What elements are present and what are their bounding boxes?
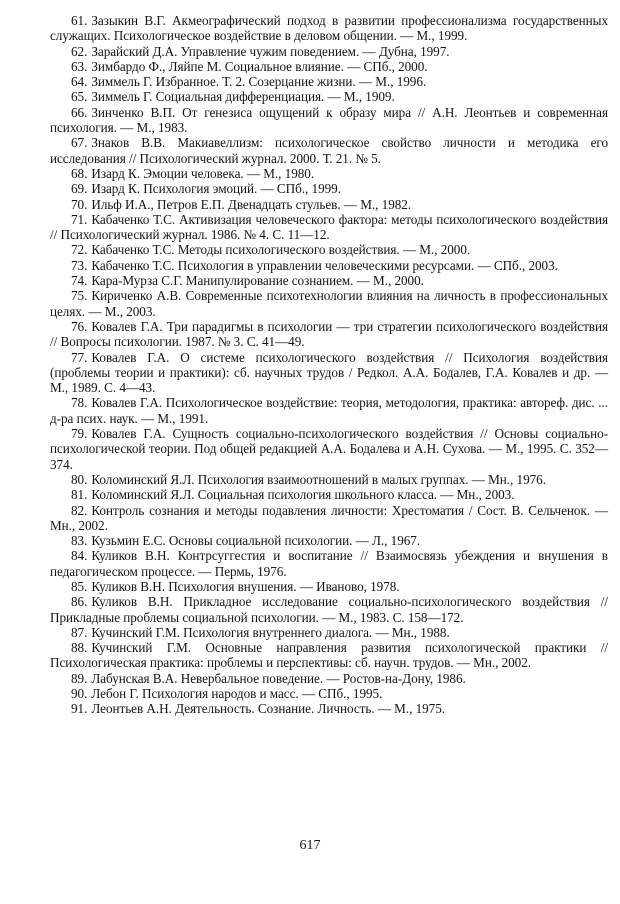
reference-number: 91.: [71, 701, 88, 717]
reference-number: 72.: [71, 242, 88, 258]
reference-number: 71.: [71, 211, 88, 227]
reference-number: 87.: [71, 624, 88, 640]
reference-item: [50, 426, 608, 472]
reference-item: [50, 44, 608, 59]
reference-text: Лебон Г. Психология народов и масс. — СПб., 1995.: [91, 686, 383, 702]
reference-number: 78.: [71, 395, 88, 411]
reference-number: 82.: [71, 502, 88, 518]
reference-text: Зиммель Г. Социальная дифференциация. — М., 1909.: [91, 89, 395, 105]
reference-text: Ковалев Г.А. Сущность социально-психологического воздействия // Основы социально-психологической теории. Под общей редакцией А.А. Бодалева и А.Н. Сухова. — М., 1995. С. 352—374.: [50, 426, 608, 472]
reference-list: [50, 13, 608, 717]
reference-item: [50, 472, 608, 487]
reference-item: [50, 395, 608, 426]
reference-text: Кара-Мурза С.Г. Манипулирование сознанием. — М., 2000.: [91, 273, 424, 289]
reference-item: [50, 548, 608, 579]
reference-item: [50, 212, 608, 243]
reference-number: 63.: [71, 58, 88, 74]
reference-item: [50, 350, 608, 396]
reference-item: [50, 686, 608, 701]
reference-number: 65.: [71, 89, 88, 105]
reference-text: Зиммель Г. Избранное. Т. 2. Созерцание жизни. — М., 1996.: [91, 74, 427, 90]
reference-item: [50, 594, 608, 625]
reference-text: Ильф И.А., Петров Е.П. Двенадцать стульев. — М., 1982.: [91, 196, 412, 212]
reference-text: Ковалев Г.А. О системе психологического воздействия // Психология воздействия (проблемы теории и практики): сб. научных трудов / Редкол. А.А. Бодалев, Г.А. Ковалев и др. — М., 1989. С. 4—43.: [50, 349, 608, 396]
reference-item: [50, 671, 608, 686]
reference-text: Лабунская В.А. Невербальное поведение. — Ростов-на-Дону, 1986.: [91, 670, 466, 686]
reference-number: 83.: [71, 533, 88, 549]
reference-number: 70.: [71, 196, 88, 212]
reference-item: [50, 74, 608, 89]
reference-text: Зимбардо Ф., Ляйпе М. Социальное влияние. — СПб., 2000.: [91, 58, 428, 74]
reference-text: Знаков В.В. Макиавеллизм: психологическое свойство личности и методика его исследования // Психологический журнал. 2000. Т. 21. № 5.: [50, 135, 608, 166]
reference-text: Контроль сознания и методы подавления личности: Хрестоматия / Сост. В. Сельченок. — Мн., 2002.: [50, 502, 608, 533]
reference-number: 64.: [71, 74, 88, 90]
reference-item: [50, 135, 608, 166]
reference-item: [50, 242, 608, 257]
reference-number: 73.: [71, 257, 88, 273]
reference-number: 68.: [71, 165, 88, 181]
reference-text: Зарайский Д.А. Управление чужим поведением. — Дубна, 1997.: [91, 43, 450, 59]
reference-text: Кабаченко Т.С. Психология в управлении человеческими ресурсами. — СПб., 2003.: [91, 257, 558, 273]
reference-item: [50, 13, 608, 44]
reference-item: [50, 579, 608, 594]
reference-item: [50, 59, 608, 74]
reference-item: [50, 701, 608, 716]
reference-item: [50, 273, 608, 288]
reference-number: 76.: [71, 318, 88, 334]
reference-number: 79.: [71, 426, 88, 442]
reference-item: [50, 166, 608, 181]
reference-number: 84.: [71, 548, 88, 564]
reference-text: Куликов В.Н. Контрсуггестия и воспитание // Взаимосвязь убеждения и внушения в педагогическом процессе. — Пермь, 1976.: [50, 548, 608, 579]
reference-item: [50, 105, 608, 136]
reference-number: 61.: [71, 13, 88, 28]
reference-number: 81.: [71, 487, 88, 503]
reference-number: 77.: [71, 349, 88, 365]
reference-number: 86.: [71, 594, 88, 610]
reference-number: 75.: [71, 288, 88, 304]
reference-text: Кучинский Г.М. Психология внутреннего диалога. — Мн., 1988.: [91, 624, 450, 640]
reference-item: [50, 288, 608, 319]
reference-text: Ковалев Г.А. Психологическое воздействие: теория, методология, практика: автореф. дис. ... д-ра псих. наук. — М., 1991.: [50, 395, 608, 426]
reference-text: Кабаченко Т.С. Методы психологического воздействия. — М., 2000.: [91, 242, 471, 258]
reference-number: 62.: [71, 43, 88, 59]
reference-item: [50, 533, 608, 548]
reference-text: Кириченко А.В. Современные психотехнологии влияния на личность в профессиональных целях. — М., 2003.: [50, 288, 608, 319]
reference-number: 90.: [71, 686, 88, 702]
reference-item: [50, 625, 608, 640]
reference-number: 80.: [71, 471, 88, 487]
reference-number: 74.: [71, 273, 88, 289]
reference-item: [50, 319, 608, 350]
reference-text: Изард К. Эмоции человека. — М., 1980.: [91, 165, 315, 181]
reference-number: 89.: [71, 670, 88, 686]
reference-item: [50, 640, 608, 671]
reference-text: Коломинский Я.Л. Психология взаимоотношений в малых группах. — Мн., 1976.: [91, 471, 546, 487]
reference-text: Кузьмин Е.С. Основы социальной психологии. — Л., 1967.: [91, 533, 421, 549]
reference-text: Куликов В.Н. Прикладное исследование социально-психологического воздействия // Прикладные проблемы социальной психологии. — М., 1983. С. 158—172.: [50, 594, 608, 625]
reference-text: Кучинский Г.М. Основные направления развития психологической практики // Психологическая практика: проблемы и перспективы: сб. научн. трудов. — Мн., 2002.: [50, 640, 608, 671]
page-number: 617: [299, 838, 321, 853]
reference-number: 85.: [71, 578, 88, 594]
reference-number: 66.: [71, 104, 88, 120]
reference-number: 67.: [71, 135, 88, 151]
reference-item: [50, 89, 608, 104]
reference-text: Куликов В.Н. Психология внушения. — Иваново, 1978.: [91, 578, 400, 594]
reference-text: Леонтьев А.Н. Деятельность. Сознание. Личность. — М., 1975.: [91, 701, 446, 717]
reference-text: Ковалев Г.А. Три парадигмы в психологии — три стратегии психологического воздействия // Вопросы психологии. 1987. № 3. С. 41—49.: [50, 318, 608, 350]
reference-text: Зинченко В.П. От генезиса ощущений к образу мира // А.Н. Леонтьев и современная психология. — М., 1983.: [50, 104, 608, 136]
reference-text: Коломинский Я.Л. Социальная психология школьного класса. — Мн., 2003.: [91, 487, 515, 503]
reference-item: [50, 197, 608, 212]
reference-item: [50, 503, 608, 534]
reference-item: [50, 181, 608, 196]
reference-item: [50, 258, 608, 273]
reference-text: Кабаченко Т.С. Активизация человеческого фактора: методы психологического воздействия // Психологический журнал. 1986. № 4. С. 11—12.: [50, 211, 608, 243]
reference-item: [50, 487, 608, 502]
reference-number: 88.: [71, 640, 88, 656]
reference-number: 69.: [71, 181, 88, 197]
reference-text: Изард К. Психология эмоций. — СПб., 1999.: [91, 181, 341, 197]
reference-text: Зазыкин В.Г. Акмеографический подход в развитии профессионализма государственных служащих. Психологическое воздействие в деловом общении. — М., 1999.: [50, 13, 608, 44]
